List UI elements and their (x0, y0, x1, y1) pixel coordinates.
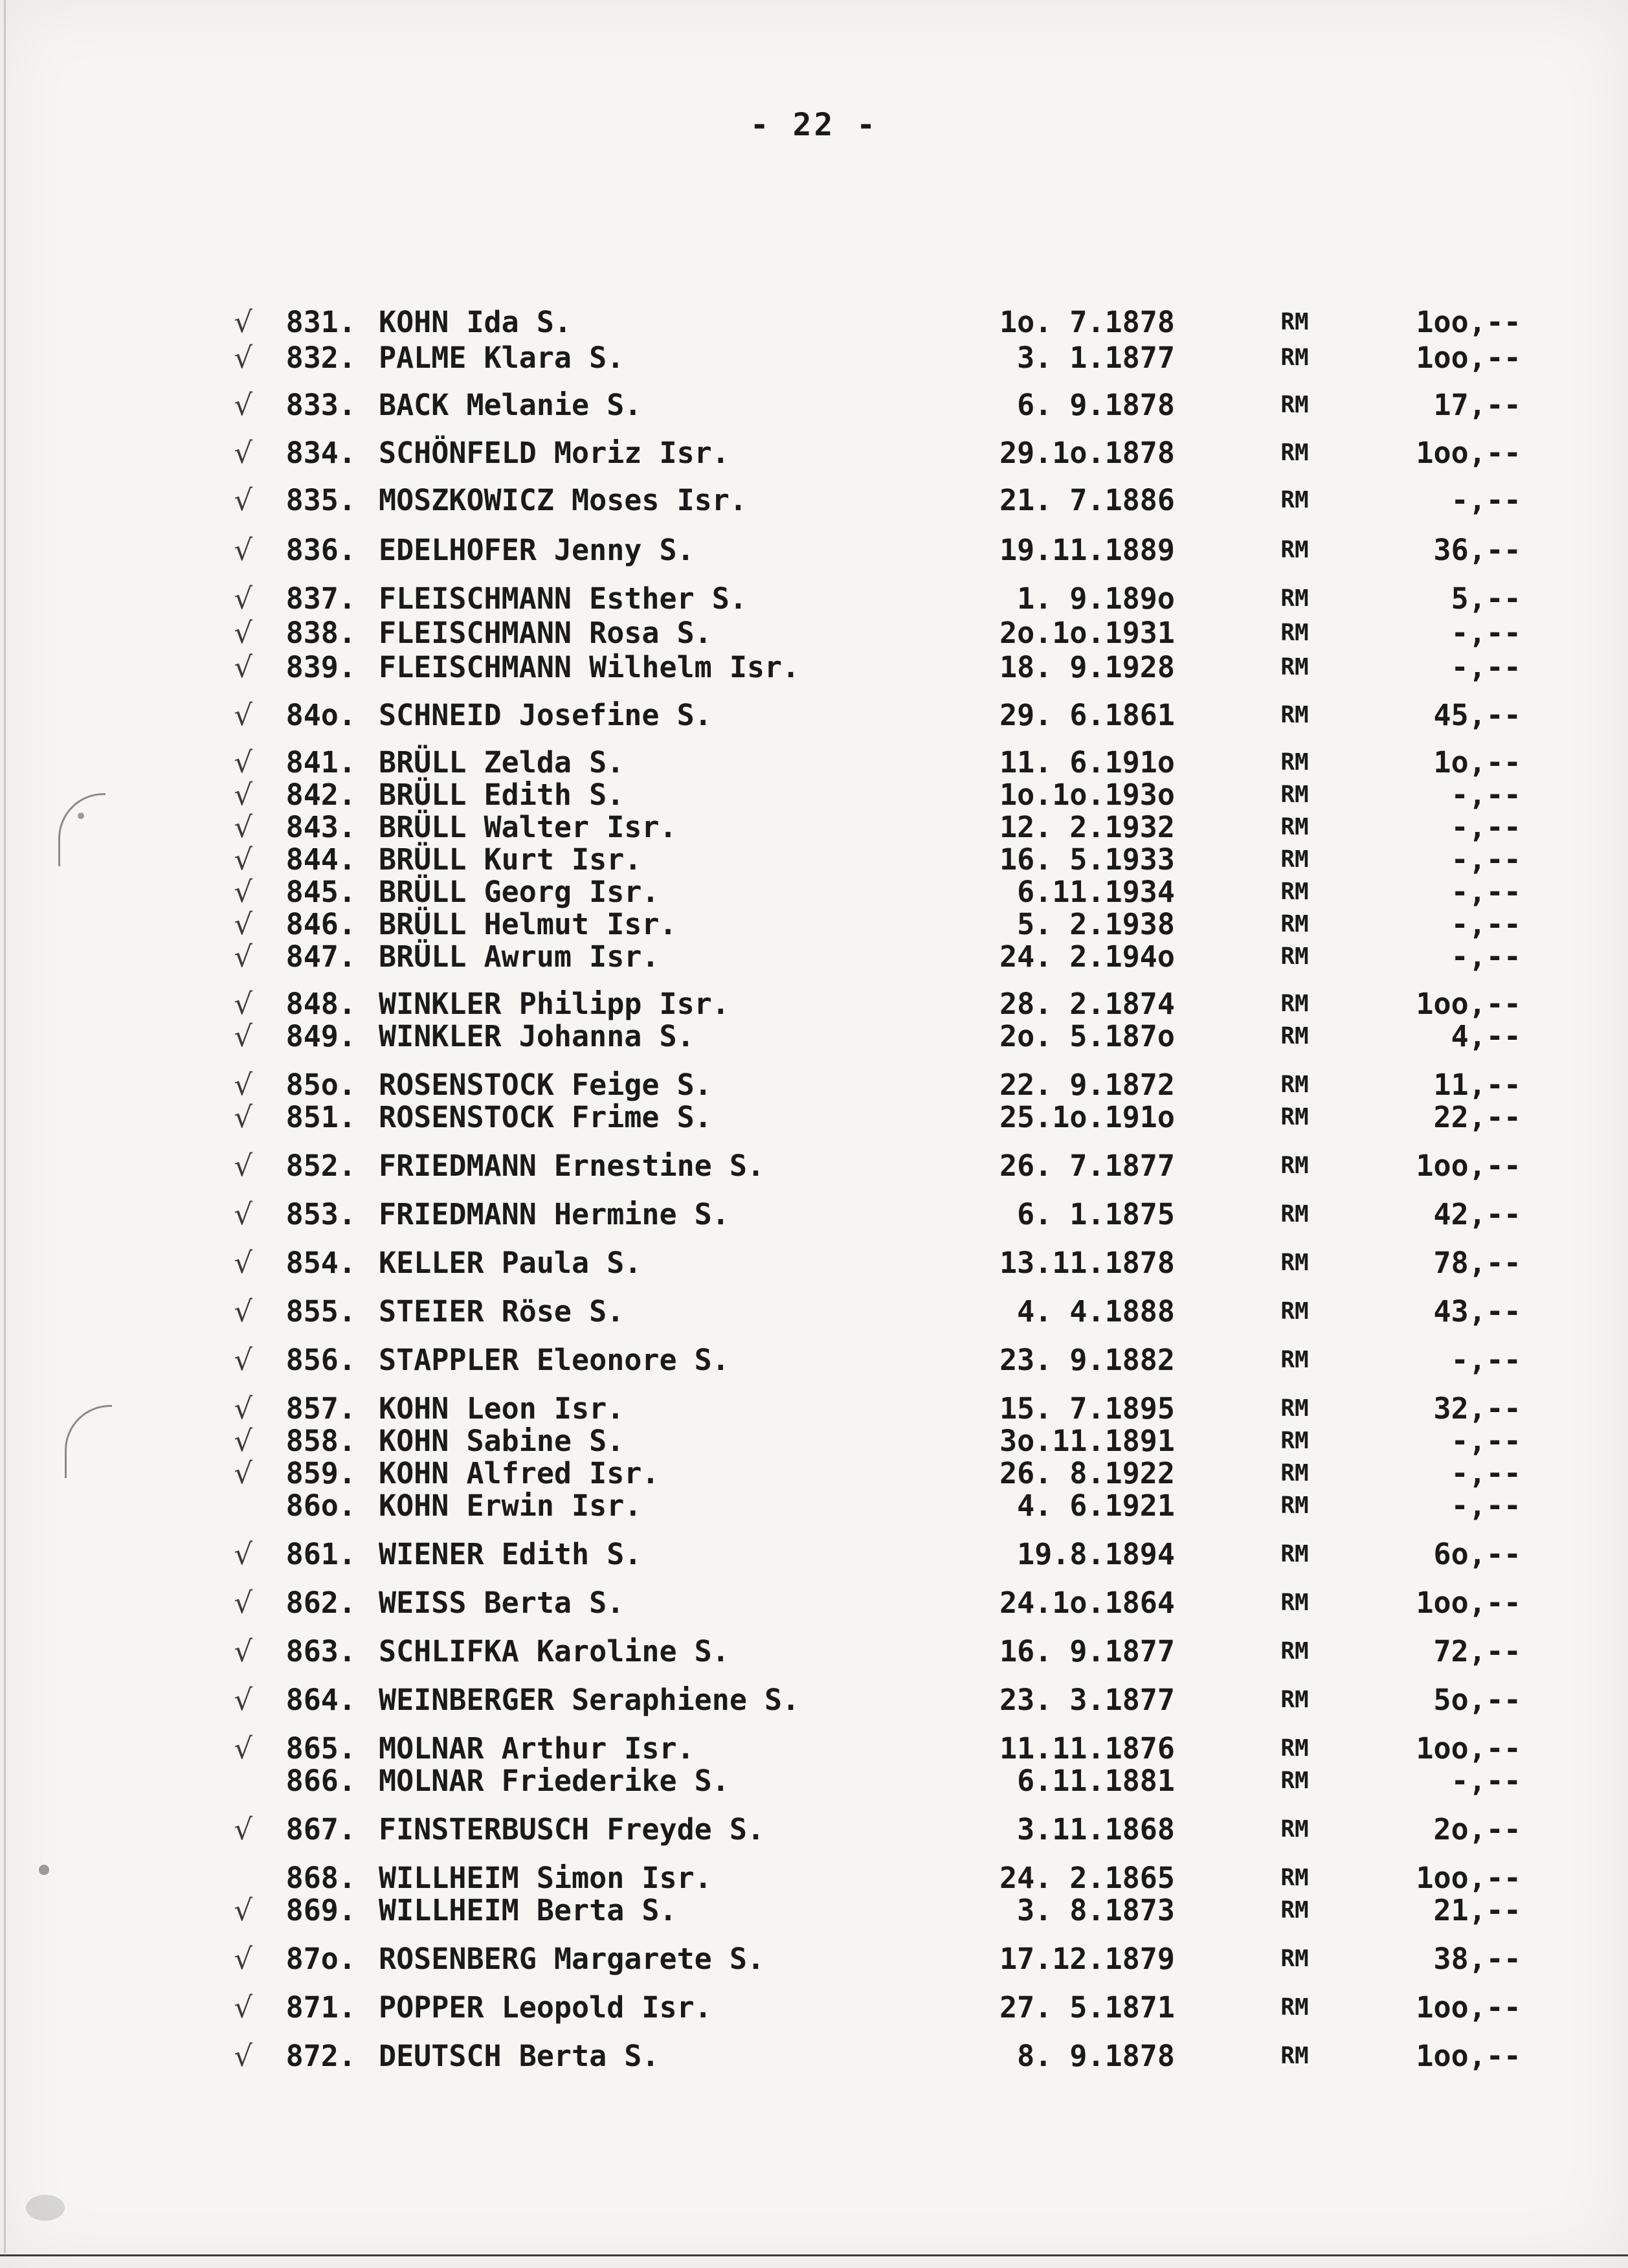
entry-number: 84o. (285, 698, 356, 732)
entry-number: 858. (285, 1424, 356, 1458)
list-item (0, 1892, 1628, 1929)
entry-number: 836. (285, 533, 356, 567)
list-item (0, 1148, 1628, 1184)
person-name: ROSENBERG Margarete S. (379, 1942, 765, 1976)
list-item (0, 1099, 1628, 1136)
currency-label: RM (1280, 1735, 1309, 1762)
person-name: FRIEDMANN Ernestine S. (379, 1149, 765, 1183)
amount: -,-- (1451, 939, 1521, 974)
entry-number: 839. (285, 650, 356, 684)
birth-date: 23. 3.1877 (999, 1683, 1175, 1717)
check-mark: √ (234, 1990, 252, 2025)
amount: -,-- (1451, 842, 1521, 877)
entry-number: 843. (285, 810, 356, 844)
list-item (0, 340, 1628, 376)
person-name: BRÜLL Walter Isr. (379, 810, 677, 844)
list-item (0, 1488, 1628, 1524)
list-item (0, 809, 1628, 846)
ink-speck (26, 2195, 65, 2221)
birth-date: 23. 9.1882 (999, 1343, 1175, 1377)
currency-label: RM (1280, 1492, 1309, 1519)
check-mark: √ (234, 939, 252, 974)
list-item (0, 1812, 1628, 1848)
entry-number: 833. (285, 388, 356, 422)
entry-number: 837. (285, 581, 356, 616)
person-name: WILLHEIM Simon Isr. (379, 1861, 712, 1895)
person-name: SCHNEID Josefine S. (379, 698, 712, 732)
person-name: KELLER Paula S. (379, 1246, 642, 1280)
entry-number: 835. (285, 483, 356, 517)
person-name: FINSTERBUSCH Freyde S. (379, 1812, 765, 1847)
list-item (0, 387, 1628, 423)
list-item (0, 1860, 1628, 1896)
currency-label: RM (1280, 781, 1309, 808)
check-mark: √ (234, 1149, 252, 1183)
entry-number: 857. (285, 1391, 356, 1426)
check-mark: √ (234, 1812, 252, 1847)
check-mark: √ (234, 305, 252, 339)
list-item (0, 1196, 1628, 1233)
list-item (0, 649, 1628, 686)
person-name: WIENER Edith S. (379, 1537, 642, 1571)
currency-label: RM (1280, 1687, 1309, 1713)
check-mark: √ (234, 875, 252, 909)
list-item (0, 777, 1628, 813)
currency-label: RM (1280, 309, 1309, 335)
list-item (0, 1342, 1628, 1378)
check-mark: √ (234, 650, 252, 684)
check-mark: √ (234, 1942, 252, 1976)
currency-label: RM (1280, 1201, 1309, 1228)
birth-date: 16. 9.1877 (999, 1634, 1175, 1668)
list-item (0, 1634, 1628, 1670)
amount: -,-- (1451, 810, 1521, 844)
birth-date: 24. 2.194o (999, 939, 1175, 974)
amount: 22,-- (1433, 1100, 1521, 1134)
person-name: FLEISCHMANN Esther S. (379, 581, 747, 616)
entry-number: 866. (285, 1764, 356, 1798)
check-mark: √ (234, 1634, 252, 1668)
amount: 1oo,-- (1416, 305, 1521, 339)
person-name: DEUTSCH Berta S. (379, 2039, 660, 2073)
currency-label: RM (1280, 2043, 1309, 2069)
check-mark: √ (234, 616, 252, 650)
entry-number: 855. (285, 1294, 356, 1329)
birth-date: 6.11.1934 (1017, 875, 1175, 909)
check-mark: √ (234, 1343, 252, 1377)
list-item (0, 842, 1628, 878)
birth-date: 29. 6.1861 (999, 698, 1175, 732)
currency-label: RM (1280, 1994, 1309, 2021)
person-name: WINKLER Johanna S. (379, 1019, 695, 1053)
currency-label: RM (1280, 344, 1309, 371)
entry-number: 859. (285, 1456, 356, 1490)
amount: 42,-- (1433, 1197, 1521, 1231)
currency-label: RM (1280, 879, 1309, 905)
entry-number: 831. (285, 305, 356, 339)
person-name: KOHN Leon Isr. (379, 1391, 625, 1426)
ink-speck (39, 1865, 49, 1875)
person-name: BACK Melanie S. (379, 388, 642, 422)
list-item (0, 939, 1628, 975)
entry-number: 862. (285, 1586, 356, 1620)
birth-date: 3. 8.1873 (1017, 1893, 1175, 1927)
currency-label: RM (1280, 1395, 1309, 1422)
person-name: POPPER Leopold Isr. (379, 1990, 712, 2025)
amount: 1oo,-- (1416, 1586, 1521, 1620)
person-name: FLEISCHMANN Wilhelm Isr. (379, 650, 800, 684)
birth-date: 5. 2.1938 (1017, 907, 1175, 941)
birth-date: 15. 7.1895 (999, 1391, 1175, 1426)
currency-label: RM (1280, 1104, 1309, 1130)
list-item (0, 2038, 1628, 2074)
entry-number: 85o. (285, 1068, 356, 1102)
list-item (0, 581, 1628, 617)
amount: 1oo,-- (1416, 1990, 1521, 2025)
currency-label: RM (1280, 1023, 1309, 1050)
currency-label: RM (1280, 1428, 1309, 1454)
amount: -,-- (1451, 616, 1521, 650)
amount: 1oo,-- (1416, 341, 1521, 375)
amount: 1o,-- (1433, 745, 1521, 780)
amount: 1oo,-- (1416, 1861, 1521, 1895)
entry-number: 872. (285, 2039, 356, 2073)
check-mark: √ (234, 745, 252, 780)
list-item (0, 1455, 1628, 1492)
person-name: ROSENSTOCK Feige S. (379, 1068, 712, 1102)
check-mark: √ (234, 1424, 252, 1458)
amount: 4,-- (1451, 1019, 1521, 1053)
person-name: STEIER Röse S. (379, 1294, 625, 1329)
currency-label: RM (1280, 911, 1309, 938)
amount: 17,-- (1433, 388, 1521, 422)
entry-number: 863. (285, 1634, 356, 1668)
list-item (0, 745, 1628, 781)
list-item (0, 532, 1628, 568)
entry-number: 842. (285, 778, 356, 812)
amount: 72,-- (1433, 1634, 1521, 1668)
amount: 21,-- (1433, 1893, 1521, 1927)
currency-label: RM (1280, 487, 1309, 513)
person-name: BRÜLL Kurt Isr. (379, 842, 642, 877)
birth-date: 22. 9.1872 (999, 1068, 1175, 1102)
entry-number: 867. (285, 1812, 356, 1847)
currency-label: RM (1280, 537, 1309, 563)
currency-label: RM (1280, 702, 1309, 728)
person-name: BRÜLL Edith S. (379, 778, 625, 812)
check-mark: √ (234, 1893, 252, 1927)
amount: 32,-- (1433, 1391, 1521, 1426)
amount: 1oo,-- (1416, 1731, 1521, 1766)
amount: -,-- (1451, 483, 1521, 517)
check-mark: √ (234, 581, 252, 616)
entry-number: 861. (285, 1537, 356, 1571)
check-mark: √ (234, 1586, 252, 1620)
amount: 11,-- (1433, 1068, 1521, 1102)
list-item (0, 1731, 1628, 1767)
list-item (0, 986, 1628, 1022)
entry-number: 869. (285, 1893, 356, 1927)
check-mark: √ (234, 1100, 252, 1134)
page-bottom-edge (0, 2254, 1628, 2256)
birth-date: 3o.11.1891 (999, 1424, 1175, 1458)
currency-label: RM (1280, 1347, 1309, 1373)
entry-number: 848. (285, 987, 356, 1021)
entry-number: 838. (285, 616, 356, 650)
list-item (0, 615, 1628, 651)
list-item (0, 874, 1628, 910)
check-mark: √ (234, 533, 252, 567)
amount: 45,-- (1433, 698, 1521, 732)
list-item (0, 1585, 1628, 1621)
birth-date: 2o. 5.187o (999, 1019, 1175, 1053)
check-mark: √ (234, 778, 252, 812)
list-item (0, 304, 1628, 341)
birth-date: 3.11.1868 (1017, 1812, 1175, 1847)
list-item (0, 1682, 1628, 1718)
check-mark: √ (234, 987, 252, 1021)
currency-label: RM (1280, 1298, 1309, 1325)
person-name: FRIEDMANN Hermine S. (379, 1197, 730, 1231)
check-mark: √ (234, 1246, 252, 1280)
person-name: BRÜLL Helmut Isr. (379, 907, 677, 941)
page-number: - 22 - (750, 107, 878, 143)
amount: 1oo,-- (1416, 436, 1521, 470)
amount: -,-- (1451, 1424, 1521, 1458)
amount: -,-- (1451, 1764, 1521, 1798)
person-name: PALME Klara S. (379, 341, 625, 375)
currency-label: RM (1280, 991, 1309, 1017)
birth-date: 16. 5.1933 (999, 842, 1175, 877)
amount: 5,-- (1451, 581, 1521, 616)
person-name: MOSZKOWICZ Moses Isr. (379, 483, 747, 517)
birth-date: 21. 7.1886 (999, 483, 1175, 517)
check-mark: √ (234, 1197, 252, 1231)
currency-label: RM (1280, 1072, 1309, 1098)
check-mark: √ (234, 698, 252, 732)
birth-date: 4. 6.1921 (1017, 1488, 1175, 1523)
check-mark: √ (234, 1294, 252, 1329)
person-name: WILLHEIM Berta S. (379, 1893, 677, 1927)
person-name: FLEISCHMANN Rosa S. (379, 616, 712, 650)
birth-date: 11.11.1876 (999, 1731, 1175, 1766)
person-name: MOLNAR Arthur Isr. (379, 1731, 695, 1766)
list-item (0, 1990, 1628, 2026)
birth-date: 6. 9.1878 (1017, 388, 1175, 422)
currency-label: RM (1280, 585, 1309, 612)
amount: -,-- (1451, 1456, 1521, 1490)
amount: -,-- (1451, 778, 1521, 812)
entry-number: 834. (285, 436, 356, 470)
person-name: KOHN Ida S. (379, 305, 572, 339)
entry-number: 854. (285, 1246, 356, 1280)
currency-label: RM (1280, 1865, 1309, 1891)
entry-number: 841. (285, 745, 356, 780)
birth-date: 29.1o.1878 (999, 436, 1175, 470)
check-mark: √ (234, 1391, 252, 1426)
list-item (0, 435, 1628, 471)
ink-speck (78, 813, 84, 819)
birth-date: 13.11.1878 (999, 1246, 1175, 1280)
birth-date: 6. 1.1875 (1017, 1197, 1175, 1231)
entry-number: 87o. (285, 1942, 356, 1976)
entry-number: 844. (285, 842, 356, 877)
list-item (0, 1423, 1628, 1459)
birth-date: 19.11.1889 (999, 533, 1175, 567)
check-mark: √ (234, 1537, 252, 1571)
check-mark: √ (234, 1019, 252, 1053)
birth-date: 26. 8.1922 (999, 1456, 1175, 1490)
list-item (0, 1294, 1628, 1330)
birth-date: 4. 4.1888 (1017, 1294, 1175, 1329)
amount: 1oo,-- (1416, 1149, 1521, 1183)
entry-number: 86o. (285, 1488, 356, 1523)
birth-date: 2o.1o.1931 (999, 616, 1175, 650)
currency-label: RM (1280, 1816, 1309, 1843)
list-item (0, 482, 1628, 519)
currency-label: RM (1280, 1541, 1309, 1567)
birth-date: 26. 7.1877 (999, 1149, 1175, 1183)
list-item (0, 1941, 1628, 1977)
currency-label: RM (1280, 1897, 1309, 1924)
currency-label: RM (1280, 814, 1309, 840)
birth-date: 24.1o.1864 (999, 1586, 1175, 1620)
birth-date: 19.8.1894 (1017, 1537, 1175, 1571)
currency-label: RM (1280, 1460, 1309, 1487)
birth-date: 6.11.1881 (1017, 1764, 1175, 1798)
birth-date: 8. 9.1878 (1017, 2039, 1175, 2073)
entry-number: 847. (285, 939, 356, 974)
birth-date: 28. 2.1874 (999, 987, 1175, 1021)
entry-number: 852. (285, 1149, 356, 1183)
person-name: SCHÖNFELD Moriz Isr. (379, 436, 730, 470)
amount: 38,-- (1433, 1942, 1521, 1976)
person-name: BRÜLL Awrum Isr. (379, 939, 660, 974)
person-name: ROSENSTOCK Frime S. (379, 1100, 712, 1134)
person-name: WEINBERGER Seraphiene S. (379, 1683, 800, 1717)
check-mark: √ (234, 436, 252, 470)
amount: 1oo,-- (1416, 987, 1521, 1021)
entry-number: 865. (285, 1731, 356, 1766)
amount: 5o,-- (1433, 1683, 1521, 1717)
person-name: STAPPLER Eleonore S. (379, 1343, 730, 1377)
birth-date: 27. 5.1871 (999, 1990, 1175, 2025)
amount: -,-- (1451, 650, 1521, 684)
person-name: KOHN Erwin Isr. (379, 1488, 642, 1523)
amount: 36,-- (1433, 533, 1521, 567)
amount: -,-- (1451, 1343, 1521, 1377)
currency-label: RM (1280, 846, 1309, 873)
check-mark: √ (234, 483, 252, 517)
birth-date: 11. 6.191o (999, 745, 1175, 780)
list-item (0, 697, 1628, 734)
amount: -,-- (1451, 1488, 1521, 1523)
amount: -,-- (1451, 907, 1521, 941)
amount: 1oo,-- (1416, 2039, 1521, 2073)
list-item (0, 906, 1628, 943)
amount: 6o,-- (1433, 1537, 1521, 1571)
currency-label: RM (1280, 620, 1309, 646)
entry-number: 868. (285, 1861, 356, 1895)
birth-date: 3. 1.1877 (1017, 341, 1175, 375)
check-mark: √ (234, 341, 252, 375)
entry-number: 849. (285, 1019, 356, 1053)
entry-number: 851. (285, 1100, 356, 1134)
check-mark: √ (234, 1731, 252, 1766)
amount: 78,-- (1433, 1246, 1521, 1280)
entry-number: 853. (285, 1197, 356, 1231)
entry-number: 832. (285, 341, 356, 375)
check-mark: √ (234, 1456, 252, 1490)
list-item (0, 1245, 1628, 1281)
entry-number: 856. (285, 1343, 356, 1377)
currency-label: RM (1280, 749, 1309, 776)
check-mark: √ (234, 1068, 252, 1102)
birth-date: 24. 2.1865 (999, 1861, 1175, 1895)
person-name: BRÜLL Zelda S. (379, 745, 625, 780)
check-mark: √ (234, 842, 252, 877)
list-item (0, 1391, 1628, 1427)
person-name: SCHLIFKA Karoline S. (379, 1634, 730, 1668)
person-name: WINKLER Philipp Isr. (379, 987, 730, 1021)
check-mark: √ (234, 2039, 252, 2073)
currency-label: RM (1280, 943, 1309, 970)
currency-label: RM (1280, 654, 1309, 680)
birth-date: 12. 2.1932 (999, 810, 1175, 844)
currency-label: RM (1280, 1946, 1309, 1972)
amount: 43,-- (1433, 1294, 1521, 1329)
amount: -,-- (1451, 875, 1521, 909)
person-name: KOHN Sabine S. (379, 1424, 625, 1458)
entry-number: 845. (285, 875, 356, 909)
currency-label: RM (1280, 440, 1309, 466)
person-name: EDELHOFER Jenny S. (379, 533, 695, 567)
birth-date: 18. 9.1928 (999, 650, 1175, 684)
currency-label: RM (1280, 1638, 1309, 1665)
currency-label: RM (1280, 1250, 1309, 1276)
currency-label: RM (1280, 392, 1309, 418)
entry-number: 864. (285, 1683, 356, 1717)
person-name: MOLNAR Friederike S. (379, 1764, 730, 1798)
amount: 2o,-- (1433, 1812, 1521, 1847)
person-name: KOHN Alfred Isr. (379, 1456, 660, 1490)
birth-date: 1o. 7.1878 (999, 305, 1175, 339)
birth-date: 1o.1o.193o (999, 778, 1175, 812)
birth-date: 17.12.1879 (999, 1942, 1175, 1976)
check-mark: √ (234, 1683, 252, 1717)
person-name: BRÜLL Georg Isr. (379, 875, 660, 909)
list-item (0, 1018, 1628, 1055)
list-item (0, 1067, 1628, 1103)
birth-date: 25.1o.191o (999, 1100, 1175, 1134)
entry-number: 871. (285, 1990, 356, 2025)
currency-label: RM (1280, 1152, 1309, 1179)
person-name: WEISS Berta S. (379, 1586, 625, 1620)
currency-label: RM (1280, 1768, 1309, 1794)
check-mark: √ (234, 907, 252, 941)
list-item (0, 1536, 1628, 1573)
check-mark: √ (234, 388, 252, 422)
currency-label: RM (1280, 1589, 1309, 1616)
birth-date: 1. 9.189o (1017, 581, 1175, 616)
entry-number: 846. (285, 907, 356, 941)
list-item (0, 1763, 1628, 1799)
check-mark: √ (234, 810, 252, 844)
